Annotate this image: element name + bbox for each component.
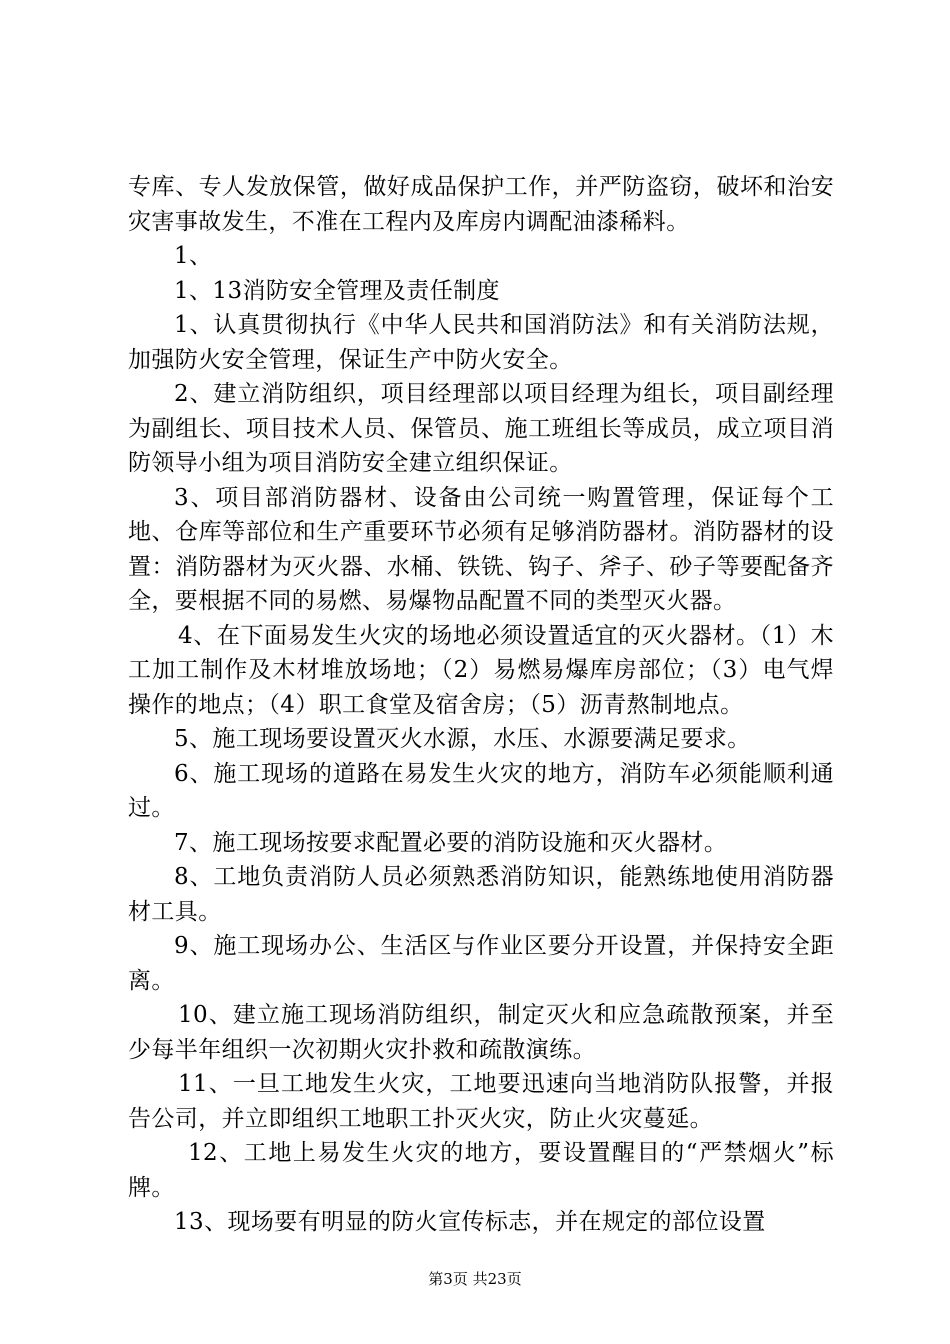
page-footer [0,1270,950,1288]
list-item-8: 8、工地负责消防人员必须熟悉消防知识，能熟练地使用消防器材工具。 [128,864,834,925]
document-body [128,170,834,1240]
list-item-7: 7、施工现场按要求配置必要的消防设施和灭火器材。 [174,829,728,856]
list-item-9: 9、施工现场办公、生活区与作业区要分开设置，并保持安全距离。 [128,933,834,994]
page-number-label: 第3页 共23页 [428,1270,522,1288]
list-item-6: 6、施工现场的道路在易发生火灾的地方，消防车必须能顺利通过。 [128,760,834,821]
list-item-5: 5、施工现场要设置灭火水源，水压、水源要满足要求。 [174,726,751,752]
list-item-13: 13、现场要有明显的防火宣传标志，并在规定的部位设置 [174,1209,766,1235]
list-item-2: 2、建立消防组织，项目经理部以项目经理为组长，项目副经理为副组长、项目技术人员、保管员、施工班组长等成员，成立项目消防领导小组为项目消防安全建立组织保证。 [128,381,834,476]
list-item-10: 10、建立施工现场消防组织，制定灭火和应急疏散预案，并至少每半年组织一次初期火灾扑救和疏散演练。 [128,1002,834,1063]
list-item-11: 11、一旦工地发生火灾，工地要迅速向当地消防队报警，并报告公司，并立即组织工地职工扑灭火灾，防止火灾蔓延。 [128,1071,834,1132]
section-heading: 1、13消防安全管理及责任制度 [174,277,500,304]
paragraph-continuation: 专库、专人发放保管，做好成品保护工作，并严防盗窃，破坏和治安灾害事故发生，不准在工程内及库房内调配油漆稀料。 [128,174,834,235]
list-item-3: 3、项目部消防器材、设备由公司统一购置管理，保证每个工地、仓库等部位和生产重要环节必须有足够消防器材。消防器材的设置：消防器材为灭火器、水桶、铁铣、钩子、斧子、砂子等要配备齐全，要根据不同的易燃、易爆物品配置不同的类型灭火器。 [128,484,834,614]
list-item-1: 1、认真贯彻执行《中华人民共和国消防法》和有关消防法规，加强防火安全管理，保证生产中防火安全。 [128,312,834,373]
list-item-4: 4、在下面易发生火灾的场地必须设置适宜的灭火器材。（1）木工加工制作及木材堆放场地；（2）易燃易爆库房部位；（3）电气焊操作的地点；（4）职工食堂及宿舍房；（5）沥青熬制地点。 [128,622,834,718]
paragraph-stray-number: 1、 [174,243,213,269]
list-item-12: 12、工地上易发生火灾的地方，要设置醒目的“严禁烟火”标牌。 [128,1140,834,1201]
